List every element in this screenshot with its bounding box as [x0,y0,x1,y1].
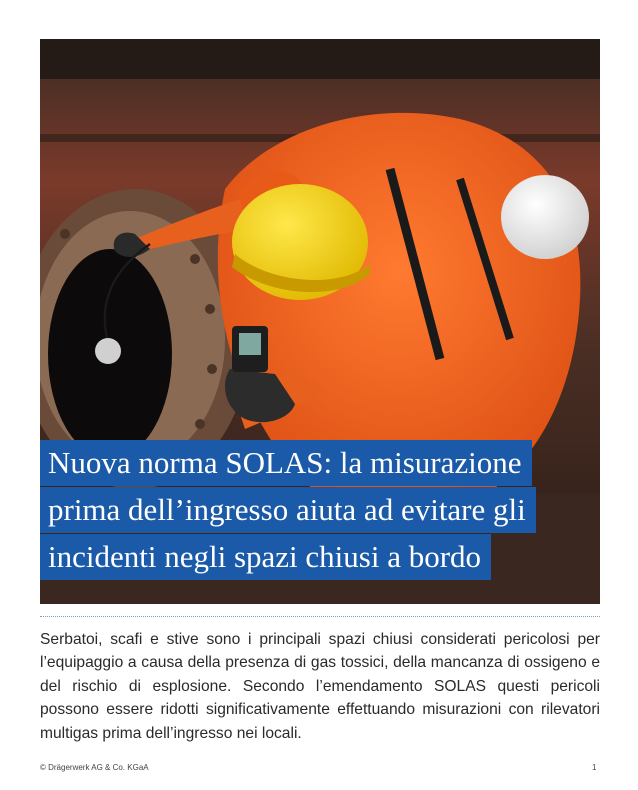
headline-line-1: Nuova norma SOLAS: la misurazione [40,440,532,486]
intro-paragraph: Serbatoi, scafi e stive sono i principali spazi chiusi considerati pericolosi per l’equipaggio a causa della presenza di gas tossici, della mancanza di ossigeno e del rischio di esplosione. Secondo l’emendamento SOLAS questi pericoli possono essere ridotti significativamente effettuando misurazioni con rilevatori multigas prima dell’ingresso nei locali. [40,631,600,742]
page-number: 1 [592,763,597,772]
copyright-footer: © Drägerwerk AG & Co. KGaA [40,763,149,772]
headline [40,440,600,581]
headline-line-2: prima dell’ingresso aiuta ad evitare gli [40,487,536,533]
dotted-divider [40,616,600,617]
headline-line-3: incidenti negli spazi chiusi a bordo [40,534,491,580]
